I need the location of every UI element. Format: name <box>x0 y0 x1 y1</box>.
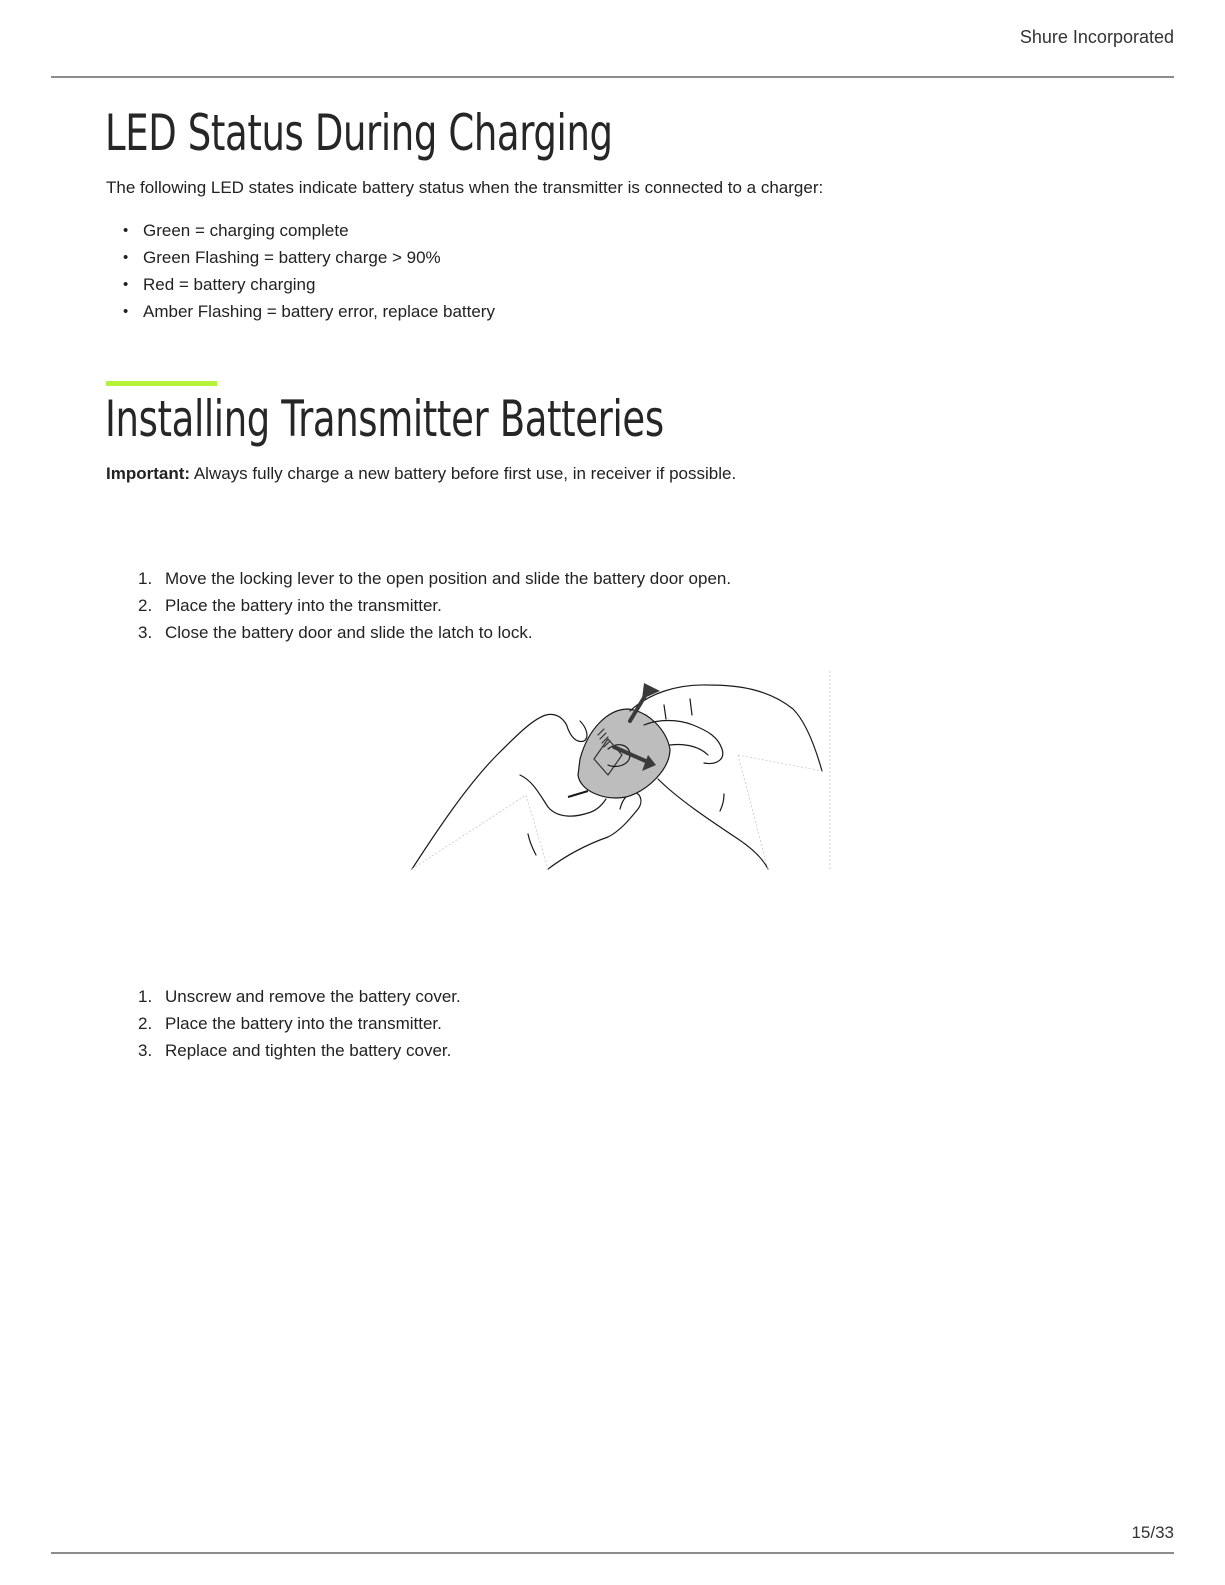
battery-installation-illustration <box>408 669 832 872</box>
step-text: Unscrew and remove the battery cover. <box>165 987 461 1006</box>
right-palm-outline <box>658 779 768 869</box>
important-note <box>106 462 736 486</box>
list-item <box>106 595 731 622</box>
page-number: 15/33 <box>1131 1523 1174 1542</box>
left-hand-outline <box>412 714 587 869</box>
header-divider <box>51 76 1174 78</box>
list-item <box>106 622 731 649</box>
sleeve-outline-2 <box>738 755 822 869</box>
crease-line-2 <box>720 794 724 811</box>
important-label: Important: <box>106 464 191 483</box>
step-number: 3. <box>138 1041 153 1060</box>
installing-batteries-heading: Installing Transmitter Batteries <box>105 390 664 448</box>
list-item <box>106 986 461 1013</box>
crease-line <box>528 834 536 855</box>
list-item: • Amber Flashing = battery error, replace battery <box>106 301 495 328</box>
knuckle-line <box>664 699 692 719</box>
step-number: 3. <box>138 623 153 642</box>
step-number: 1. <box>138 987 153 1006</box>
step-text: Close the battery door and slide the latch to lock. <box>165 623 533 642</box>
right-finger-outline-2 <box>670 744 708 755</box>
led-status-intro: The following LED states indicate battery status when the transmitter is connected to a charger: <box>106 178 824 197</box>
led-status-heading: LED Status During Charging <box>105 104 613 162</box>
steps-list-a <box>106 568 731 649</box>
step-number: 2. <box>138 596 153 615</box>
step-text: Move the locking lever to the open position and slide the battery door open. <box>165 569 732 588</box>
step-text: Place the battery into the transmitter. <box>165 596 442 615</box>
list-item <box>106 1040 461 1067</box>
step-number: 1. <box>138 569 153 588</box>
steps-list-b <box>106 986 461 1067</box>
list-item: • Red = battery charging <box>106 274 495 301</box>
step-number: 2. <box>138 1014 153 1033</box>
list-item <box>106 568 731 595</box>
step-text: Replace and tighten the battery cover. <box>165 1041 452 1060</box>
important-text: Always fully charge a new battery before first use, in receiver if possible. <box>190 464 737 483</box>
lever-line <box>568 791 588 797</box>
led-state-list <box>106 220 495 328</box>
sleeve-outline <box>412 795 548 869</box>
left-finger-outline <box>548 793 641 869</box>
header-company: Shure Incorporated <box>1019 27 1174 47</box>
list-item: • Green Flashing = battery charge > 90% <box>106 247 495 274</box>
list-item <box>106 1013 461 1040</box>
section-accent-bar <box>106 381 217 386</box>
step-text: Place the battery into the transmitter. <box>165 1014 442 1033</box>
list-item: • Green = charging complete <box>106 220 495 247</box>
footer-divider <box>51 1552 1174 1554</box>
